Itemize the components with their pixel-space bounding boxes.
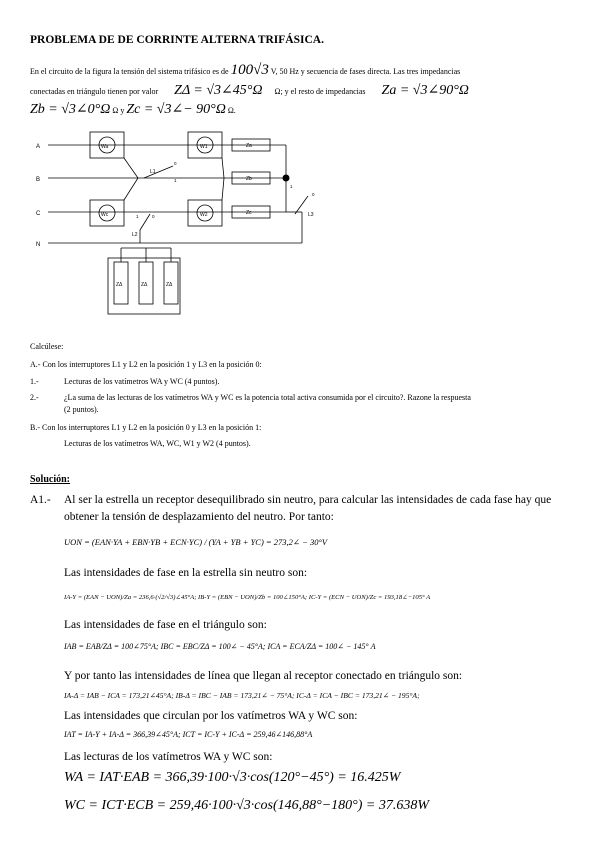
voltage-value: 100√3: [230, 62, 269, 78]
a1-text-line1: Al ser la estrella un receptor desequilibrado sin neutro, para calcular las intensidades de cada fase hay que: [64, 494, 552, 506]
statement-line1: [30, 62, 460, 79]
statement-line1-a: En el circuito de la figura la tensión del sistema trifásico es de: [30, 67, 229, 76]
page-title: PROBLEMA DE DE CORRINTE ALTERNA TRIFÁSICA.: [30, 34, 324, 46]
equation-uon: UON = (EAN·YA + EBN·YB + ECN·YC) / (YA + YB + YC) = 273,2∠ − 30°V: [64, 537, 328, 547]
l3-label: L3: [308, 212, 314, 218]
zdelta-label-3: ZΔ: [166, 282, 173, 288]
q2-text-line2: (2 puntos).: [64, 405, 99, 414]
phase-label-n: N: [36, 242, 41, 248]
text-fase-estrella: Las intensidades de fase en la estrella sin neutro son:: [64, 567, 308, 579]
statement-line3: [30, 101, 236, 118]
a1-number: A1.-: [30, 494, 51, 506]
equation-fase-triangulo: IAB = EAB/ZΔ = 100∠75°A; IBC = EBC/ZΔ = 100∠ − 45°A; ICA = ECA/ZΔ = 100∠ − 145° A: [64, 642, 376, 651]
statement-line2-b: Ω; y el resto de impedancias: [274, 87, 366, 96]
equation-wa: WA = IAT·EAB = 366,39·100·√3·cos(120°−45°) = 16.425W: [64, 770, 401, 785]
l3-switch-blade: [295, 196, 308, 214]
statement-line1-b: V, 50 Hz y secuencia de fases directa. Las tres impedancias: [270, 67, 461, 76]
statement-line2-a: conectadas en triángulo tienen por valor: [30, 87, 159, 96]
z-b-value: Zb = √3∠0°Ω: [30, 102, 111, 117]
z-c-value: Zc = √3∠− 90°Ω: [126, 102, 226, 117]
zdelta-label-1: ZΔ: [116, 282, 123, 288]
l1-label: L1: [150, 169, 156, 175]
equation-wc: WC = ICT·ECB = 259,46·100·√3·cos(146,88°−180°) = 37.638W: [64, 798, 430, 813]
qb-text: Lecturas de los vatímetros WA, WC, W1 y W2 (4 puntos).: [64, 439, 251, 448]
phase-label-c: C: [36, 211, 41, 217]
solution-heading: Solución:: [30, 474, 71, 485]
l1-switch-blade: [144, 166, 173, 178]
za-label: Za: [246, 143, 252, 149]
calculese-label: Calcúlese:: [30, 342, 64, 351]
text-linea: Y por tanto las intensidades de línea que llegan al receptor conectado en triángulo son:: [64, 670, 463, 682]
text-lecturas: Las lecturas de los vatímetros WA y WC son:: [64, 751, 273, 763]
meter-wa-label: Wa: [101, 144, 109, 150]
meter-wc-label: Wc: [101, 212, 109, 218]
l2-label: L2: [132, 232, 138, 238]
z-a-value: Za = √3∠90°Ω: [381, 83, 469, 98]
statement-line2: [30, 82, 469, 99]
l2-switch-blade: [140, 214, 150, 230]
meter-w2-label: W2: [200, 212, 208, 218]
equation-fase-estrella: IA-Y = (EAN − UON)/Za = 236,6·(√2/√3)∠45°A; IB-Y = (EBN − UON)/Zb = 100∠150°A; IC-Y = (ECN − UON)/Zc = 193,18∠−105° A: [64, 594, 431, 601]
statement-line3-end: Ω.: [227, 106, 236, 115]
statement-line3-mid: Ω y: [112, 106, 125, 115]
equation-linea: IA-Δ = IAB − ICA = 173,21∠45°A; IB-Δ = IBC − IAB = 173,21∠ − 75°A; IC-Δ = ICA − IBC = 173,21∠ − 195°A;: [64, 691, 420, 700]
zc-label: Zc: [246, 210, 252, 216]
l1-pos-0: 0: [174, 161, 177, 166]
equation-vatimetros: IAT = IA-Y + IA-Δ = 366,39∠45°A; ICT = IC-Y + IC-Δ = 259,46∠146,88°A: [64, 730, 313, 739]
zdelta-label-2: ZΔ: [141, 282, 148, 288]
l3-pos-1: 1: [290, 184, 293, 189]
phase-label-b: B: [36, 177, 41, 183]
zb-label: Zb: [246, 176, 252, 182]
l2-pos-1: 1: [136, 214, 139, 219]
q2-text-line1: ¿La suma de las lecturas de los vatímetros WA y WC es la potencia total activa consumida por el circuito?. Razone la respuesta: [64, 393, 471, 402]
circuit-diagram: [28, 118, 338, 328]
l3-pos-0: 0: [312, 192, 315, 197]
q1-text: Lecturas de los vatímetros WA y WC (4 puntos).: [64, 377, 220, 386]
text-vatimetros: Las intensidades que circulan por los vatímetros WA y WC son:: [64, 710, 358, 722]
q2-number: 2.-: [30, 393, 39, 402]
z-delta-value: ZΔ = √3∠45°Ω: [174, 83, 263, 98]
q1-number: 1.-: [30, 377, 39, 386]
part-b-header: B.- Con los interruptores L1 y L2 en la posición 0 y L3 en la posición 1:: [30, 423, 262, 432]
l2-pos-0: 0: [152, 214, 155, 219]
a1-text-line2: obtener la tensión de desplazamiento del neutro. Por tanto:: [64, 511, 334, 523]
l1-pos-1: 1: [174, 178, 177, 183]
phase-label-a: A: [36, 144, 41, 150]
meter-w1-label: W1: [200, 144, 208, 150]
part-a-header: A.- Con los interruptores L1 y L2 en la posición 1 y L3 en la posición 0:: [30, 360, 262, 369]
text-fase-triangulo: Las intensidades de fase en el triángulo son:: [64, 619, 267, 631]
